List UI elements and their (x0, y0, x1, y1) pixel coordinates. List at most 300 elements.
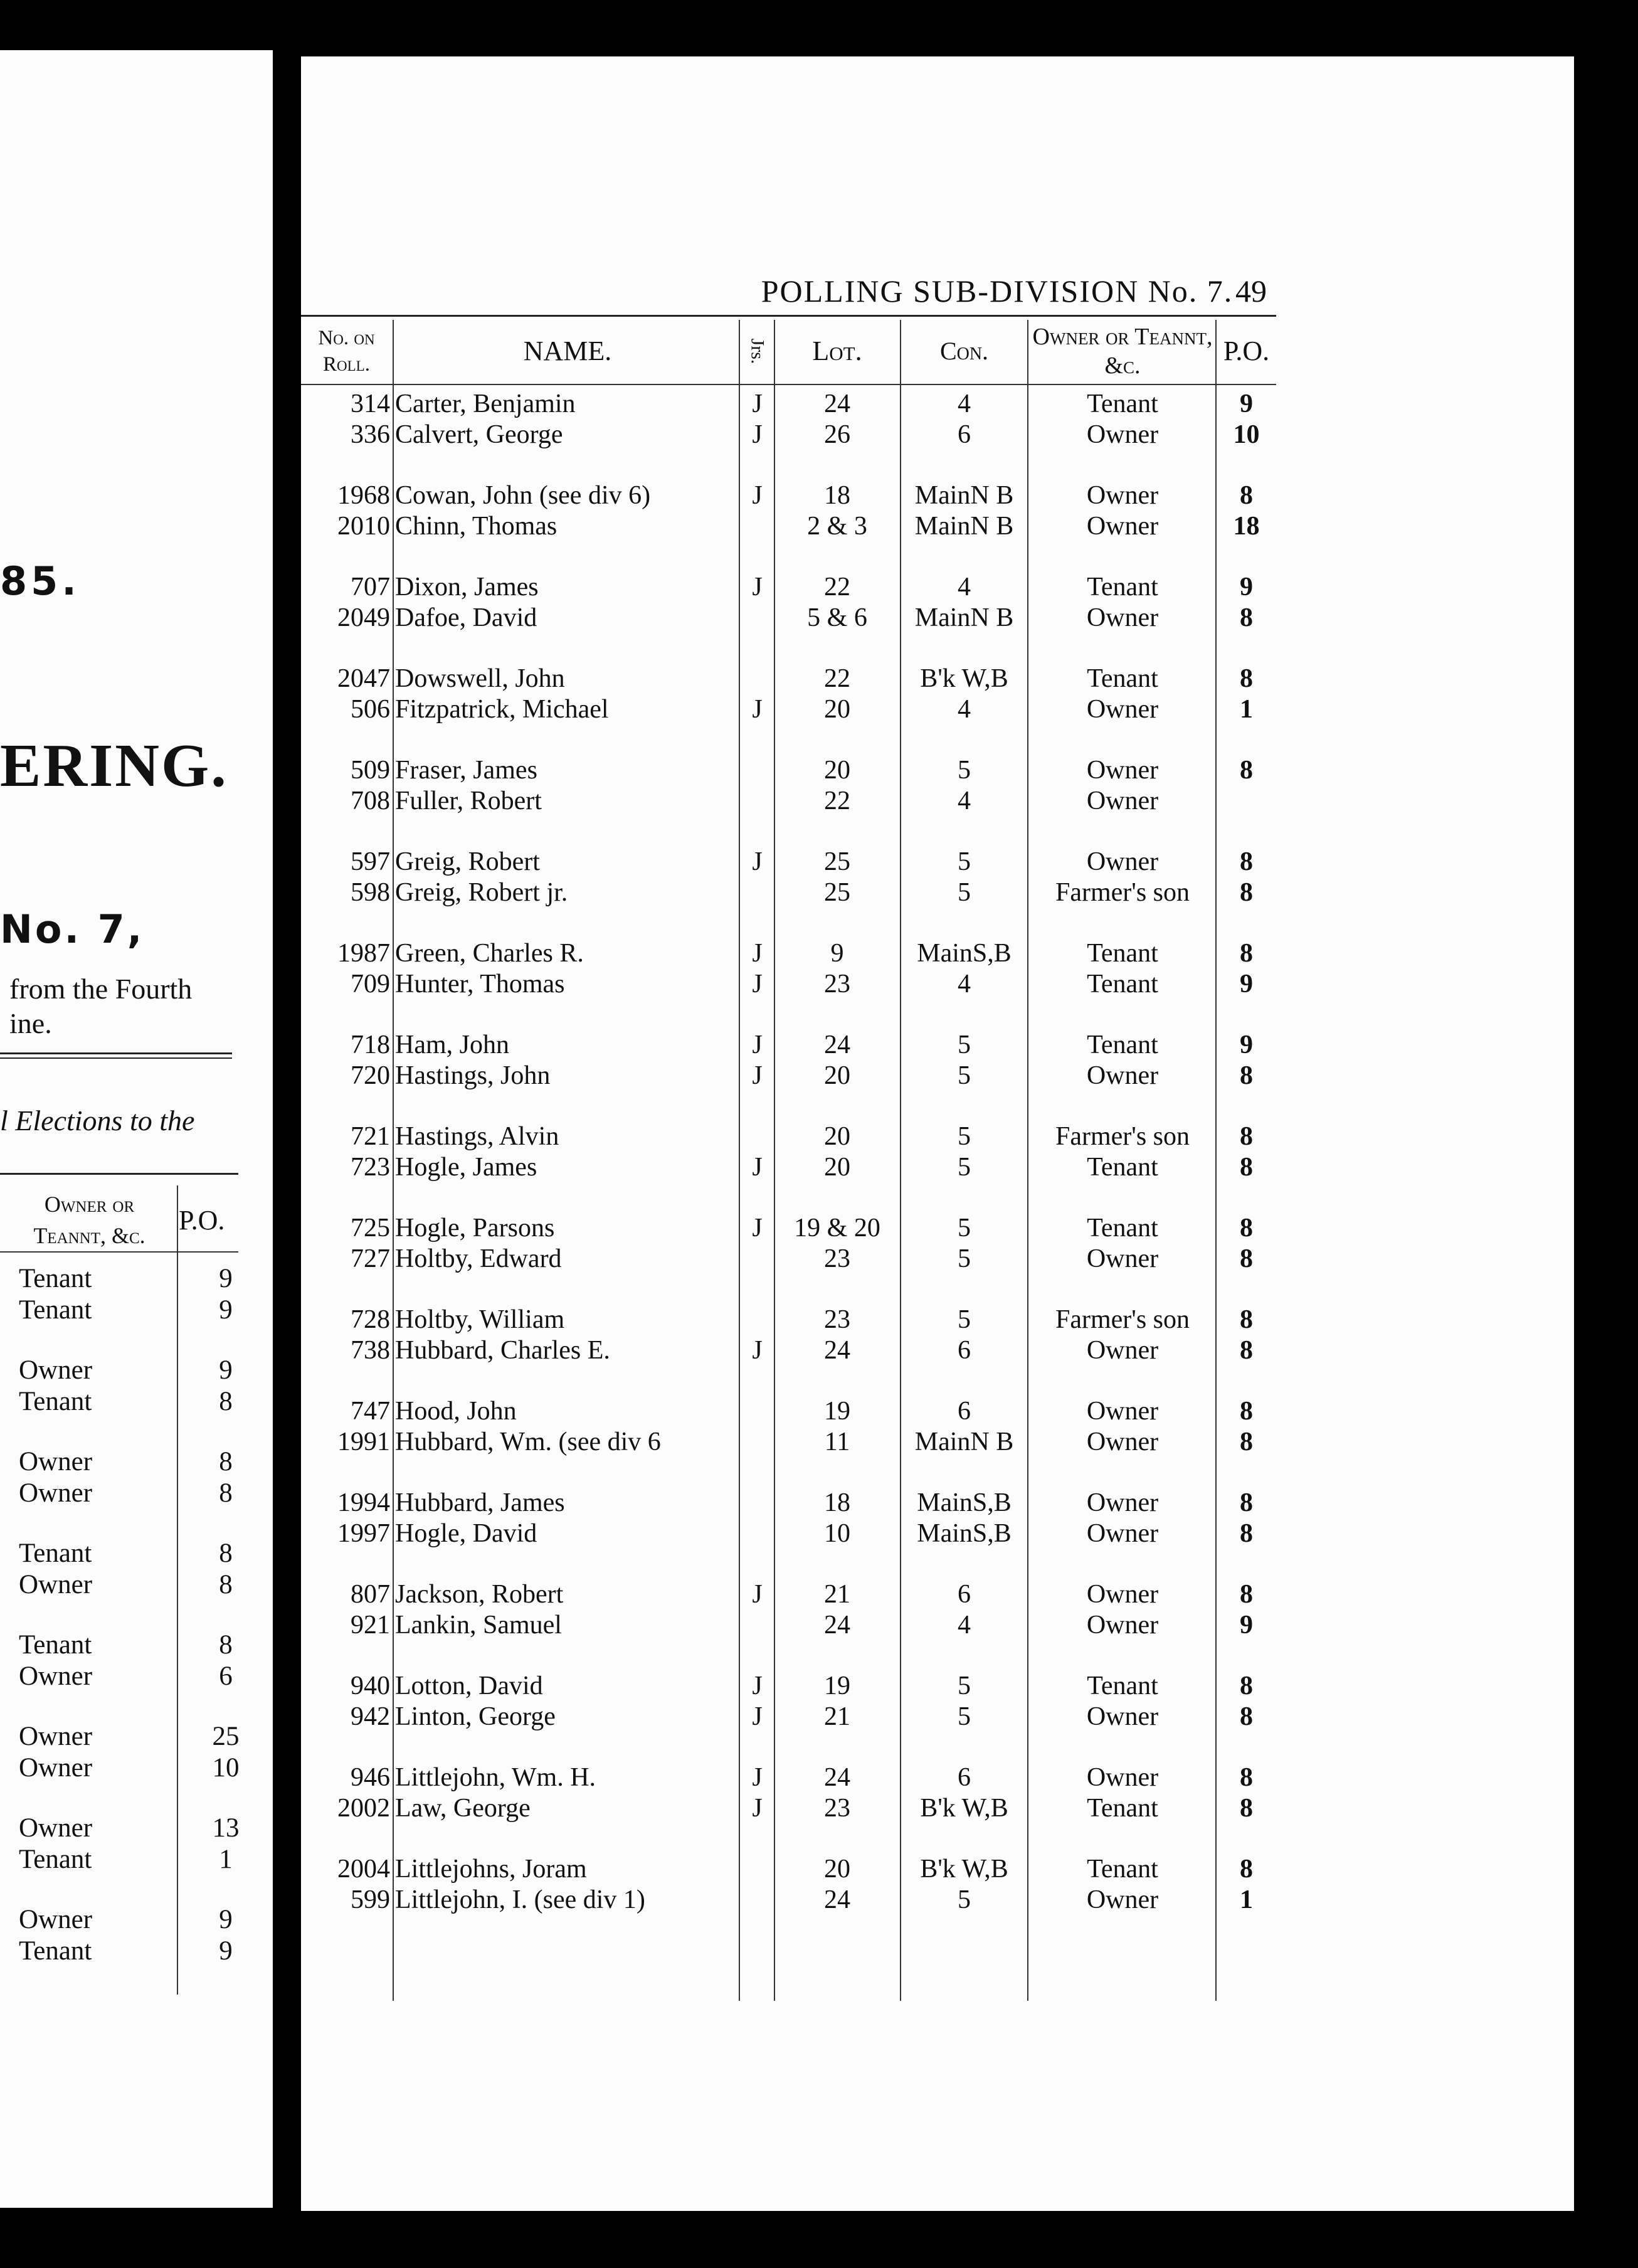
post-office: 9 (219, 1355, 233, 1385)
table-row (301, 1854, 1276, 1884)
concession: 5 (958, 1122, 971, 1151)
owner-status: Tenant (1087, 1672, 1158, 1700)
year-fragment: 85. (0, 558, 80, 604)
roll-number: 1991 (337, 1428, 390, 1456)
owner-status: Owner (1086, 695, 1159, 724)
header-con: Con. (939, 337, 989, 365)
table-row (301, 1427, 1276, 1457)
juror-mark: J (752, 1794, 763, 1823)
juror-mark: J (752, 939, 763, 968)
header-jrs (740, 320, 774, 383)
post-office: 8 (1240, 1061, 1253, 1090)
list-item (0, 1845, 263, 1875)
owner-status: Owner (1086, 756, 1159, 785)
roll-number: 725 (351, 1214, 390, 1243)
juror-mark: J (752, 573, 763, 601)
number-fragment: No. 7, (0, 906, 145, 952)
lot-number: 9 (830, 939, 844, 968)
owner-status: Tenant (1087, 1031, 1158, 1059)
post-office: 8 (1240, 1397, 1253, 1426)
post-office: 8 (1240, 878, 1253, 907)
table-row (301, 389, 1276, 419)
post-office: 8 (219, 1539, 233, 1568)
table-row (301, 1579, 1276, 1609)
concession: 5 (958, 1885, 971, 1914)
owner-status: Owner (1086, 603, 1159, 632)
table-row (301, 1030, 1276, 1060)
table-row (301, 480, 1276, 511)
table-row (301, 694, 1276, 724)
voter-name: Calvert, George (395, 420, 563, 449)
concession: MainS,B (917, 939, 1012, 968)
owner-status: Owner (19, 1722, 93, 1751)
post-office: 8 (1240, 1794, 1253, 1823)
voter-name: Lotton, David (395, 1672, 543, 1700)
roll-number: 599 (351, 1885, 390, 1914)
voter-name: Littlejohns, Joram (395, 1855, 587, 1884)
concession: B'k W,B (920, 1855, 1008, 1884)
roll-number: 2047 (337, 664, 390, 693)
juror-mark: J (752, 481, 763, 510)
roll-number: 718 (351, 1031, 390, 1059)
roll-number: 940 (351, 1672, 390, 1700)
table-row (301, 1305, 1276, 1335)
concession: 5 (958, 1244, 971, 1273)
owner-status: Owner (1086, 1397, 1159, 1426)
owner-status: Owner (1086, 1611, 1159, 1640)
lot-number: 5 & 6 (807, 603, 867, 632)
list-item (0, 1722, 263, 1752)
post-office: 18 (1233, 512, 1260, 541)
table-row (301, 420, 1276, 450)
concession: MainN B (914, 603, 1014, 632)
owner-status: Tenant (19, 1630, 92, 1660)
list-item (0, 1355, 263, 1386)
list-item (0, 1630, 263, 1660)
owner-status: Tenant (19, 1936, 92, 1966)
post-office: 9 (1240, 1031, 1253, 1059)
post-office: 8 (1240, 1153, 1253, 1182)
voter-name: Hogle, David (395, 1519, 537, 1548)
voter-name: Greig, Robert jr. (395, 878, 568, 907)
concession: B'k W,B (920, 1794, 1008, 1823)
header-po: P.O. (1223, 336, 1270, 366)
owner-status: Tenant (1087, 970, 1158, 999)
concession: B'k W,B (920, 664, 1008, 693)
list-item (0, 1813, 263, 1843)
roll-number: 707 (351, 573, 390, 601)
voter-name: Dixon, James (395, 573, 539, 601)
post-office: 8 (219, 1478, 233, 1508)
concession: 5 (958, 1061, 971, 1090)
post-office: 8 (1240, 1428, 1253, 1456)
fragment-line-1: from the Fourth (9, 973, 193, 1005)
concession: MainN B (914, 512, 1014, 541)
juror-mark: J (752, 1153, 763, 1182)
fragment-line-2: ine. (9, 1007, 52, 1039)
table-row (301, 572, 1276, 602)
owner-status: Owner (1086, 1061, 1159, 1090)
list-item (0, 1539, 263, 1569)
table-row (301, 1702, 1276, 1732)
owner-status: Tenant (1087, 573, 1158, 601)
concession: 4 (958, 787, 971, 815)
voter-name: Jackson, Robert (395, 1580, 564, 1609)
owner-status: Owner (1086, 787, 1159, 815)
table-row (301, 1518, 1276, 1549)
post-office: 8 (219, 1630, 233, 1660)
owner-status: Owner (1086, 1488, 1159, 1517)
juror-mark: J (752, 1702, 763, 1731)
post-office: 25 (212, 1722, 240, 1751)
divider (0, 1251, 238, 1253)
lot-number: 24 (824, 1885, 850, 1914)
juror-mark: J (752, 970, 763, 999)
owner-status: Owner (1086, 420, 1159, 449)
roll-number: 2002 (337, 1794, 390, 1823)
concession: 4 (958, 970, 971, 999)
table-row (301, 1335, 1276, 1365)
main-page (301, 56, 1574, 2211)
owner-status: Farmer's son (1055, 878, 1190, 907)
post-office: 1 (1240, 1885, 1253, 1914)
juror-mark: J (752, 1336, 763, 1365)
owner-status: Owner (1086, 1702, 1159, 1731)
roll-number: 807 (351, 1580, 390, 1609)
lot-number: 24 (824, 1336, 850, 1365)
concession: 5 (958, 847, 971, 876)
post-office: 8 (1240, 1214, 1253, 1243)
table-row (301, 847, 1276, 877)
concession: 5 (958, 1153, 971, 1182)
post-office: 1 (219, 1845, 233, 1874)
post-office: 9 (1240, 573, 1253, 601)
roll-number: 336 (351, 420, 390, 449)
post-office: 8 (219, 1570, 233, 1599)
post-office: 8 (1240, 664, 1253, 693)
voter-name: Hubbard, Charles E. (395, 1336, 610, 1365)
voter-name: Littlejohn, I. (see div 1) (395, 1885, 645, 1914)
voter-name: Law, George (395, 1794, 531, 1823)
table-row (301, 1396, 1276, 1426)
header-owner: Owner or Teannt, &c. (1032, 324, 1213, 379)
owner-status: Tenant (1087, 1153, 1158, 1182)
owner-status: Owner (1086, 847, 1159, 876)
table-row (301, 664, 1276, 694)
voter-name: Fuller, Robert (395, 787, 542, 815)
owner-status: Tenant (19, 1264, 92, 1293)
table-row (301, 755, 1276, 785)
owner-status: Tenant (19, 1295, 92, 1325)
owner-status: Tenant (1087, 939, 1158, 968)
table-row (301, 1244, 1276, 1274)
table-row (301, 1885, 1276, 1915)
table-row (301, 511, 1276, 541)
juror-mark: J (752, 695, 763, 724)
list-item (0, 1295, 263, 1325)
lot-number: 20 (824, 1153, 850, 1182)
juror-mark: J (752, 1763, 763, 1792)
header-jrs-label: Jrs. (747, 338, 768, 364)
voter-name: Holtby, William (395, 1305, 565, 1334)
table-row (301, 1762, 1276, 1793)
lot-number: 24 (824, 389, 850, 418)
roll-number: 738 (351, 1336, 390, 1365)
owner-status: Tenant (19, 1387, 92, 1416)
concession: 5 (958, 878, 971, 907)
elections-fragment: l Elections to the (0, 1105, 195, 1137)
roll-number: 946 (351, 1763, 390, 1792)
post-office: 8 (1240, 1580, 1253, 1609)
voter-name: Hogle, Parsons (395, 1214, 555, 1243)
lot-number: 20 (824, 1855, 850, 1884)
post-office: 8 (1240, 1763, 1253, 1792)
concession: 5 (958, 1031, 971, 1059)
list-item (0, 1905, 263, 1935)
list-item (0, 1661, 263, 1692)
list-item (0, 1447, 263, 1477)
roll-number: 2049 (337, 603, 390, 632)
owner-status: Owner (19, 1478, 93, 1508)
concession: MainS,B (917, 1488, 1012, 1517)
roll-number: 2004 (337, 1855, 390, 1884)
lot-number: 19 (824, 1672, 850, 1700)
voter-name: Hubbard, Wm. (see div 6 (395, 1428, 661, 1456)
juror-mark: J (752, 389, 763, 418)
juror-mark: J (752, 1580, 763, 1609)
voter-name: Fraser, James (395, 756, 537, 785)
list-item (0, 1570, 263, 1600)
owner-status: Tenant (1087, 1214, 1158, 1243)
left-owner-header (6, 1189, 172, 1251)
concession: 6 (958, 1336, 971, 1365)
lot-number: 20 (824, 1061, 850, 1090)
table-row (301, 1610, 1276, 1640)
lot-number: 20 (824, 695, 850, 724)
lot-number: 26 (824, 420, 850, 449)
concession: 6 (958, 1763, 971, 1792)
header-roll: No. on Roll. (318, 327, 375, 376)
owner-status: Owner (1086, 1428, 1159, 1456)
lot-number: 18 (824, 481, 850, 510)
table-row (301, 603, 1276, 633)
roll-number: 727 (351, 1244, 390, 1273)
roll-number: 1968 (337, 481, 390, 510)
voter-name: Lankin, Samuel (395, 1611, 562, 1640)
voters-table (301, 320, 1276, 2001)
page-number: 49 (1235, 273, 1267, 309)
owner-status: Owner (1086, 1336, 1159, 1365)
post-office: 9 (219, 1936, 233, 1966)
owner-status: Tenant (1087, 1794, 1158, 1823)
post-office: 8 (1240, 603, 1253, 632)
table-row (301, 1213, 1276, 1243)
roll-number: 2010 (337, 512, 390, 541)
table-row (301, 877, 1276, 908)
concession: 5 (958, 1672, 971, 1700)
post-office: 9 (1240, 1611, 1253, 1640)
post-office: 10 (1233, 420, 1260, 449)
table-row (301, 969, 1276, 999)
divider (0, 1173, 238, 1175)
post-office: 8 (1240, 1244, 1253, 1273)
post-office: 10 (212, 1753, 240, 1783)
concession: 6 (958, 420, 971, 449)
running-head: POLLING SUB-DIVISION No. 7. (761, 273, 1234, 309)
concession: MainN B (914, 481, 1014, 510)
voter-name: Ham, John (395, 1031, 509, 1059)
roll-number: 942 (351, 1702, 390, 1731)
juror-mark: J (752, 847, 763, 876)
lot-number: 11 (824, 1428, 850, 1456)
header-name: NAME. (523, 336, 612, 366)
lot-number: 23 (824, 970, 850, 999)
owner-status: Owner (1086, 481, 1159, 510)
concession: 5 (958, 756, 971, 785)
post-office: 8 (1240, 756, 1253, 785)
voter-name: Chinn, Thomas (395, 512, 557, 541)
voter-name: Green, Charles R. (395, 939, 584, 968)
roll-number: 728 (351, 1305, 390, 1334)
post-office: 9 (219, 1264, 233, 1293)
list-item (0, 1264, 263, 1294)
voter-name: Hunter, Thomas (395, 970, 565, 999)
left-page-fragment (0, 50, 273, 2208)
divider (0, 1052, 232, 1054)
post-office: 9 (219, 1905, 233, 1934)
lot-number: 23 (824, 1244, 850, 1273)
roll-number: 720 (351, 1061, 390, 1090)
juror-mark: J (752, 420, 763, 449)
table-row (301, 938, 1276, 968)
roll-number: 597 (351, 847, 390, 876)
concession: MainS,B (917, 1519, 1012, 1548)
concession: 5 (958, 1214, 971, 1243)
post-office: 8 (1240, 1488, 1253, 1517)
lot-number: 24 (824, 1611, 850, 1640)
lot-number: 21 (824, 1580, 850, 1609)
lot-number: 18 (824, 1488, 850, 1517)
voter-name: Hastings, Alvin (395, 1122, 559, 1151)
list-item (0, 1753, 263, 1783)
lot-number: 23 (824, 1305, 850, 1334)
post-office: 8 (1240, 481, 1253, 510)
lot-number: 19 & 20 (794, 1214, 880, 1243)
concession: 6 (958, 1397, 971, 1426)
roll-number: 598 (351, 878, 390, 907)
voter-name: Hubbard, James (395, 1488, 565, 1517)
owner-status: Tenant (19, 1845, 92, 1874)
roll-number: 1987 (337, 939, 390, 968)
left-po-header: P.O. (179, 1205, 225, 1236)
voter-name: Cowan, John (see div 6) (395, 481, 651, 510)
roll-number: 723 (351, 1153, 390, 1182)
lot-number: 22 (824, 573, 850, 601)
table-row (301, 1488, 1276, 1518)
table-row (301, 1671, 1276, 1701)
roll-number: 1994 (337, 1488, 390, 1517)
roll-number: 708 (351, 787, 390, 815)
owner-header-line-1: Owner or (44, 1192, 135, 1217)
table-row (301, 1121, 1276, 1152)
list-item (0, 1936, 263, 1966)
title-fragment: ERING. (0, 732, 228, 800)
owner-status: Owner (1086, 1885, 1159, 1914)
concession: 5 (958, 1305, 971, 1334)
table-row (301, 1152, 1276, 1182)
post-office: 9 (1240, 389, 1253, 418)
concession: MainN B (914, 1428, 1014, 1456)
voter-name: Hogle, James (395, 1153, 537, 1182)
lot-number: 22 (824, 664, 850, 693)
owner-status: Owner (1086, 1580, 1159, 1609)
post-office: 9 (1240, 970, 1253, 999)
juror-mark: J (752, 1672, 763, 1700)
roll-number: 314 (351, 389, 390, 418)
post-office: 8 (1240, 1336, 1253, 1365)
owner-status: Farmer's son (1055, 1122, 1190, 1151)
roll-number: 921 (351, 1611, 390, 1640)
concession: 5 (958, 1702, 971, 1731)
concession: 4 (958, 695, 971, 724)
voter-name: Linton, George (395, 1702, 556, 1731)
owner-status: Owner (19, 1661, 93, 1691)
post-office: 8 (1240, 1305, 1253, 1334)
owner-status: Tenant (1087, 389, 1158, 418)
voter-name: Greig, Robert (395, 847, 540, 876)
voter-name: Littlejohn, Wm. H. (395, 1763, 596, 1792)
juror-mark: J (752, 1061, 763, 1090)
concession: 6 (958, 1580, 971, 1609)
lot-number: 24 (824, 1763, 850, 1792)
roll-number: 747 (351, 1397, 390, 1426)
lot-number: 22 (824, 787, 850, 815)
table-row (301, 1061, 1276, 1091)
lot-number: 2 & 3 (807, 512, 867, 541)
voter-name: Holtby, Edward (395, 1244, 562, 1273)
post-office: 8 (1240, 939, 1253, 968)
owner-status: Owner (19, 1905, 93, 1934)
post-office: 8 (219, 1447, 233, 1476)
lot-number: 23 (824, 1794, 850, 1823)
roll-number: 709 (351, 970, 390, 999)
concession: 4 (958, 389, 971, 418)
owner-status: Owner (19, 1355, 93, 1385)
list-item (0, 1387, 263, 1417)
table-header (301, 320, 1276, 386)
header-lot: Lot. (812, 336, 862, 366)
roll-number: 509 (351, 756, 390, 785)
header-underline (301, 384, 1276, 385)
roll-number: 721 (351, 1122, 390, 1151)
voter-name: Carter, Benjamin (395, 389, 576, 418)
owner-status: Tenant (1087, 1855, 1158, 1884)
concession: 4 (958, 573, 971, 601)
voter-name: Hood, John (395, 1397, 517, 1426)
roll-number: 506 (351, 695, 390, 724)
lot-number: 24 (824, 1031, 850, 1059)
lot-number: 25 (824, 878, 850, 907)
lot-number: 25 (824, 847, 850, 876)
divider (0, 1057, 232, 1059)
owner-status: Owner (19, 1570, 93, 1599)
owner-status: Owner (1086, 512, 1159, 541)
owner-status: Owner (19, 1447, 93, 1476)
post-office: 9 (219, 1295, 233, 1325)
table-row (301, 1793, 1276, 1823)
lot-number: 20 (824, 1122, 850, 1151)
table-row (301, 786, 1276, 816)
